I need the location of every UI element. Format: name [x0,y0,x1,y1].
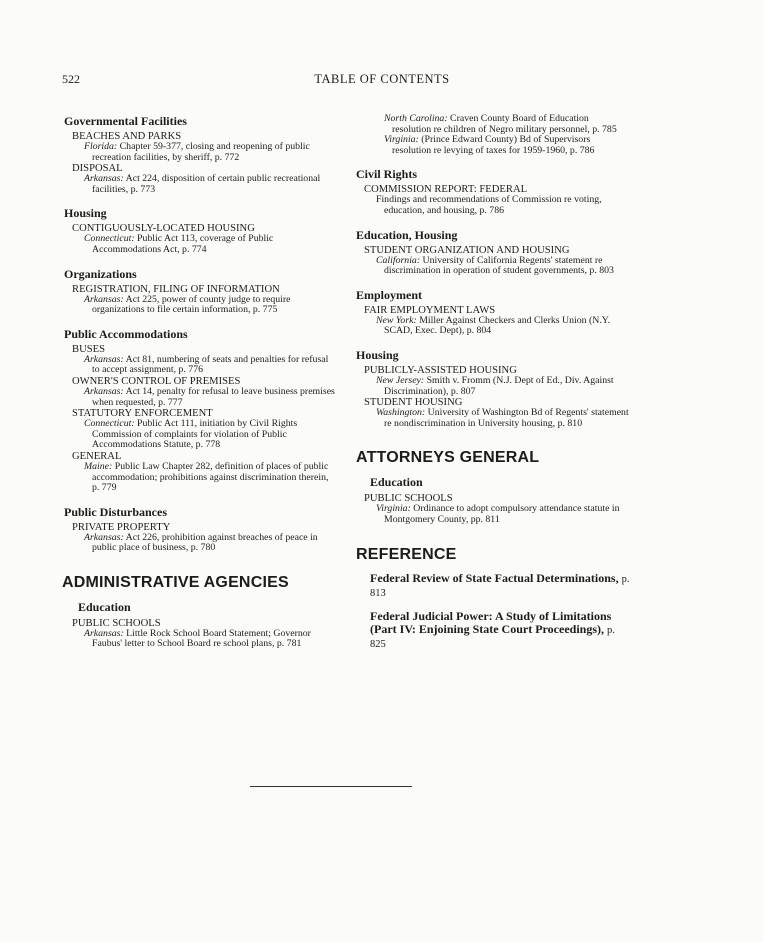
section-heading: Organizations [64,266,137,281]
entry-text: (Prince Edward County) Bd of Supervisors resolution re levying of taxes for 1959-1960, p. 786 [392,134,595,156]
category-label: COMMISSION REPORT: FEDERAL [364,184,528,196]
entry-text: Craven County Board of Education resolution re children of Negro military personnel, p. 785 [392,113,617,135]
category-label: CONTIGUOUSLY-LOCATED HOUSING [72,223,255,235]
entry-text: Act 226, prohibition against breaches of peace in public place of business, p. 780 [92,531,318,554]
page-number: 522 [62,72,80,86]
reference-page: p. 825 [370,624,615,650]
entry-state: Arkansas: [84,293,124,305]
entry-state: California: [376,254,421,266]
entry-state: Arkansas: [84,627,124,639]
toc-entry [84,295,338,316]
entry-text: Chapter 59-377, closing and reopening of public recreation facilities, by sheriff, p. 772 [92,141,310,163]
toc-entry [376,256,630,277]
category-label: DISPOSAL [72,163,123,175]
entry-text: Public Act 113, coverage of Public Accommodations Act, p. 774 [92,233,274,255]
section-heading: Employment [356,287,422,302]
entry-state: Connecticut: [84,233,135,245]
entry-state: Washington: [376,407,426,419]
entry-text: Act 81, numbering of seats and penalties for refusal to accept assignment, p. 776 [92,353,329,376]
category-label: PRIVATE PROPERTY [72,521,171,533]
reference-item [370,572,630,600]
category-label: BUSES [72,343,105,355]
category-label: STUDENT ORGANIZATION AND HOUSING [364,244,570,256]
category-label: REGISTRATION, FILING OF INFORMATION [72,283,280,295]
section-heading: Housing [64,206,107,221]
section-heading: Public Disturbances [64,504,168,519]
page-title: TABLE OF CONTENTS [314,72,450,86]
toc-entry [84,174,338,195]
entry-text: Act 224, disposition of certain public recreational facilities, p. 773 [92,173,321,195]
category-label: STUDENT HOUSING [364,397,463,409]
admin-education-subhead: Education [78,599,131,614]
toc-entry [84,462,338,494]
toc-entry [84,142,338,163]
toc-entry [84,387,338,408]
toc-entry [384,135,630,156]
toc-entry [376,376,630,397]
entry-text: Little Rock School Board Statement; Governor Faubus' letter to School Board re school plans, p. 781 [92,627,311,650]
entry-text: University of Washington Bd of Regents' statement re nondiscrimination in University housing, p. 810 [384,407,629,429]
entry-state: New York: [376,314,417,326]
page-header [62,72,702,88]
toc-entry [376,408,630,429]
entry-state: Arkansas: [84,173,124,185]
category-label: BEACHES AND PARKS [72,131,182,142]
toc-entry [84,234,338,255]
attorneys-general-heading: ATTORNEYS GENERAL [356,449,540,467]
category-label: FAIR EMPLOYMENT LAWS [364,304,496,316]
left-column [64,114,338,650]
reference-title: Federal Review of State Factual Determinations, [370,570,619,585]
admin-agencies-heading: ADMINISTRATIVE AGENCIES [62,573,289,591]
entry-text: Public Act 111, initiation by Civil Rights Commission of complaints for violation of Public Accommodations Statute, p. 778 [92,418,298,451]
entry-state: Maine: [84,460,113,472]
entry-text: Public Law Chapter 282, definition of places of public accommodation; prohibitions against discrimination therein, p. 779 [92,460,329,494]
reference-title: Federal Judicial Power: A Study of Limitations (Part IV: Enjoining State Court Proceedings), [370,608,612,636]
toc-entry: Findings and recommendations of Commission re voting, education, and housing, p. 786 [376,194,602,216]
reference-page: p. 813 [370,573,630,599]
category-label: GENERAL [72,450,122,462]
entry-text: Act 14, penalty for refusal to leave business premises when requested, p. 777 [92,385,335,408]
entry-state: Arkansas: [84,531,124,543]
right-column [356,114,630,661]
entry-state: Virginia: [376,503,411,515]
toc-entry [376,316,630,337]
toc-entry [84,355,338,376]
toc-entry [384,114,630,135]
entry-state: Connecticut: [84,418,135,430]
section-heading: Housing [356,347,399,362]
entry-text: Act 225, power of county judge to require organizations to file certain information, p. 775 [92,293,291,316]
entry-state: Florida: [84,141,118,152]
toc-entry [84,419,338,451]
category-label: PUBLICLY-ASSISTED HOUSING [364,364,517,376]
section-heading: Civil Rights [356,167,418,182]
section-heading: Public Accommodations [64,326,188,341]
reference-heading: REFERENCE [356,545,457,563]
entry-state: North Carolina: [384,113,448,124]
reference-item [370,610,630,651]
category-label: PUBLIC SCHOOLS [364,493,453,505]
category-label: STATUTORY ENFORCEMENT [72,408,213,420]
toc-entry [376,504,630,525]
category-label: OWNER'S CONTROL OF PREMISES [72,375,241,387]
entry-text: Ordinance to adopt compulsory attendance statute in Montgomery County, pp. 811 [384,503,620,525]
toc-entry [84,629,338,650]
section-heading: Education, Housing [356,227,458,242]
entry-text: University of California Regents' statement re discrimination in operation of student governments, p. 803 [384,254,614,277]
entry-state: Arkansas: [84,385,124,397]
entry-text: Miller Against Checkers and Clerks Union (N.Y. SCAD, Exec. Dept), p. 804 [384,314,611,337]
ag-education-subhead: Education [370,475,423,490]
entry-state: Virginia: [384,134,419,146]
category-label: PUBLIC SCHOOLS [72,617,161,629]
entry-state: New Jersey: [376,374,425,386]
entry-state: Arkansas: [84,353,124,365]
footer-rule [250,786,412,787]
entry-text: Smith v. Fromm (N.J. Dept of Ed., Div. Against Discrimination), p. 807 [384,374,614,397]
toc-entry [84,533,338,554]
section-heading: Governmental Facilities [64,114,187,128]
